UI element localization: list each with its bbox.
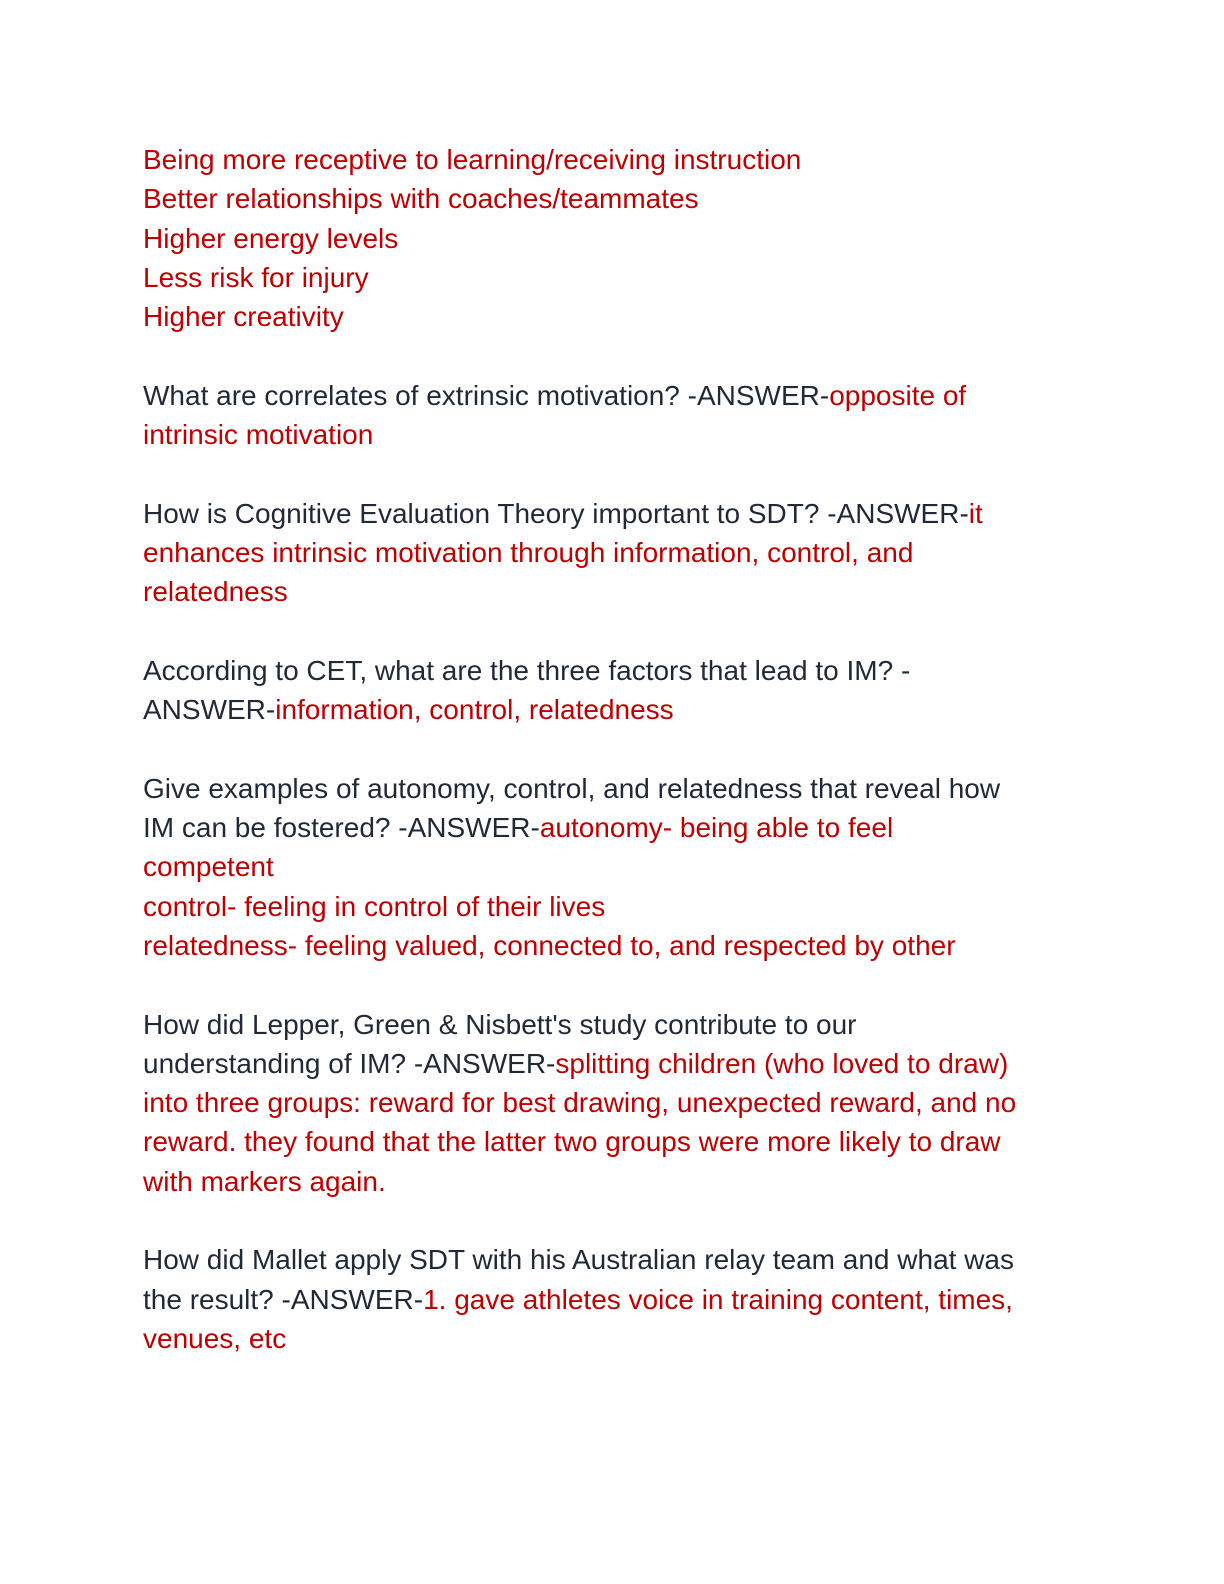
question-text: ANSWER- <box>143 694 276 726</box>
paragraph-gap <box>143 965 1103 1004</box>
answer-text: 1. gave athletes voice in training content, times, <box>423 1283 1013 1315</box>
intro-answer-list <box>143 140 1103 336</box>
question-text: How is Cognitive Evaluation Theory important to SDT? -ANSWER- <box>143 497 969 529</box>
paragraph-gap <box>143 612 1103 651</box>
question-text: According to CET, what are the three factors that lead to IM? - <box>143 654 911 686</box>
answer-text: with markers again. <box>143 1165 386 1197</box>
qa-cet-three-factors <box>143 651 1103 730</box>
paragraph-gap <box>143 454 1103 493</box>
qa-line <box>143 690 1103 729</box>
paragraph-gap <box>143 1201 1103 1240</box>
answer-text: reward. they found that the latter two groups were more likely to draw <box>143 1126 1001 1158</box>
qa-mallet-relay-team <box>143 1240 1103 1358</box>
document-page <box>143 140 1103 1358</box>
answer-text: it <box>968 497 983 529</box>
answer-text: splitting children (who loved to draw) <box>555 1047 1009 1079</box>
paragraph-gap <box>143 336 1103 375</box>
answer-text: relatedness- feeling valued, connected to, and respected by other <box>143 929 956 961</box>
qa-line <box>143 376 1103 415</box>
answer-text: autonomy- being able to feel <box>539 812 894 844</box>
qa-lepper-study <box>143 1005 1103 1201</box>
answer-text: competent <box>143 851 274 883</box>
list-item: Being more receptive to learning/receiving instruction <box>143 144 802 175</box>
list-item: Higher energy levels <box>143 222 399 254</box>
answer-text: into three groups: reward for best drawing, unexpected reward, and no <box>143 1087 1017 1119</box>
answer-text: control- feeling in control of their lives <box>143 890 606 922</box>
list-item: Higher creativity <box>143 301 344 333</box>
list-item: Better relationships with coaches/teammates <box>143 183 699 215</box>
qa-extrinsic-motivation <box>143 376 1103 455</box>
question-text: understanding of IM? -ANSWER- <box>143 1047 556 1079</box>
answer-text: relatedness <box>143 576 288 608</box>
answer-text: opposite of <box>829 379 967 411</box>
question-text: the result? -ANSWER- <box>143 1283 424 1315</box>
question-text: How did Mallet apply SDT with his Australian relay team and what was <box>143 1244 1014 1276</box>
answer-text: enhances intrinsic motivation through information, control, and <box>143 536 914 568</box>
qa-line <box>143 494 1103 533</box>
question-text: Give examples of autonomy, control, and relatedness that reveal how <box>143 772 1001 804</box>
qa-cognitive-evaluation-theory <box>143 494 1103 612</box>
qa-line <box>143 1280 1103 1319</box>
list-item: Less risk for injury <box>143 261 369 293</box>
question-text: How did Lepper, Green & Nisbett's study contribute to our <box>143 1008 857 1040</box>
answer-text: intrinsic motivation <box>143 419 374 451</box>
question-text: What are correlates of extrinsic motivation? -ANSWER- <box>143 379 830 411</box>
qa-line <box>143 1044 1103 1083</box>
paragraph-gap <box>143 729 1103 768</box>
question-text: IM can be fostered? -ANSWER- <box>143 812 540 844</box>
answer-text: venues, etc <box>143 1322 287 1354</box>
answer-text: information, control, relatedness <box>275 694 674 726</box>
qa-autonomy-control-relatedness <box>143 769 1103 965</box>
qa-line <box>143 808 1103 847</box>
